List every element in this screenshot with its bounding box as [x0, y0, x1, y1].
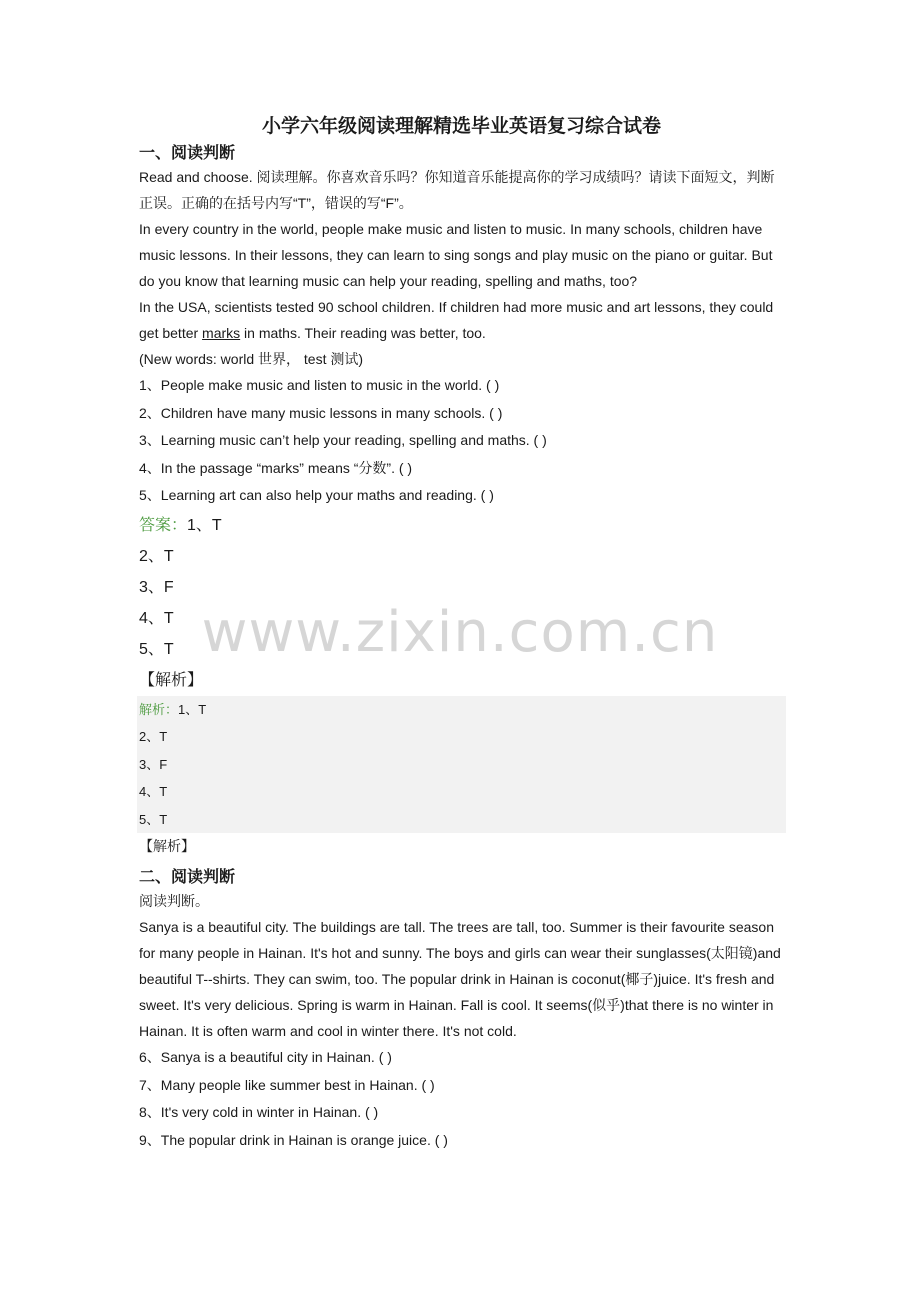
analysis-2: 2、T: [139, 729, 168, 744]
passage-p2-text-b: in maths. Their reading was better, too.: [240, 325, 486, 341]
analysis-box: [137, 696, 786, 834]
section-2-passage: Sanya is a beautiful city. The buildings are tall. The trees are tall, too. Summer is their favourite season for many people in Hainan. It's hot and sunny. The boys and girls can wear their sunglasses(太阳镜)and beautiful T--shirts. They can swim, too. The popular drink in Hainan is coconut(椰子)juice. It's fresh and sweet. It's very delicious. Spring is warm in Hainan. Fall is cool. It seems(似乎)that there is no winter in Hainan. It is often warm and cool in winter there. It's not cold.: [139, 919, 781, 1039]
answer-label: 答案：: [139, 516, 188, 534]
question-6: 6、Sanya is a beautiful city in Hainan. ( ): [139, 1049, 392, 1065]
question-5: 5、Learning art can also help your maths and reading. ( ): [139, 487, 494, 503]
section-1-passage-p2: [139, 294, 784, 346]
section-1-instructions: Read and choose. 阅读理解。你喜欢音乐吗？你知道音乐能提高你的学习成绩吗？请读下面短文，判断正误。正确的在括号内写“T”，错误的写“F”。: [139, 169, 775, 211]
question-8: 8、It's very cold in winter in Hainan. ( ): [139, 1104, 379, 1120]
jiexi-heading-2: 【解析】: [139, 838, 195, 854]
answer-line-1: [139, 510, 784, 541]
question-4: 4、In the passage “marks” means “分数”. ( ): [139, 459, 413, 476]
new-words-note: (New words: world 世界， test 测试): [139, 351, 364, 367]
section-1-passage-p1: In every country in the world, people make music and listen to music. In many schools, children have music lessons. In their lessons, they can learn to sing songs and play music on the piano or guitar. But do you know that learning music can help your reading, spelling and maths, too?: [139, 221, 773, 289]
passage-p2-text-a: In the USA, scientists tested 90 school children. If children had more music and art lessons, they could get better: [139, 299, 774, 341]
section-2-heading: 二、阅读判断: [139, 867, 236, 886]
question-2: 2、Children have many music lessons in many schools. ( ): [139, 404, 503, 421]
answer-3: 3、F: [139, 578, 174, 596]
watermark: www.zixin.com.cn: [201, 600, 719, 665]
answer-2: 2、T: [139, 547, 174, 565]
page-title: 小学六年级阅读理解精选毕业英语复习综合试卷: [261, 115, 661, 137]
analysis-3: 3、F: [139, 756, 168, 772]
question-1: 1、People make music and listen to music in the world. ( ): [139, 377, 500, 393]
answer-1: 1、T: [187, 516, 222, 534]
question-3: 3、Learning music can’t help your reading, spelling and maths. ( ): [139, 432, 547, 448]
section-2-instructions: 阅读判断。: [139, 893, 209, 909]
analysis-label: 解析：: [139, 701, 179, 717]
answer-4: 4、T: [139, 609, 174, 627]
question-7: 7、Many people like summer best in Hainan. ( ): [139, 1076, 435, 1093]
section-1-heading: 一、阅读判断: [139, 143, 236, 162]
answer-5: 5、T: [139, 640, 174, 658]
jiexi-heading: 【解析】: [139, 671, 204, 689]
question-9: 9、The popular drink in Hainan is orange juice. ( ): [139, 1131, 448, 1148]
underlined-word-marks: marks: [202, 325, 241, 341]
analysis-5: 5、T: [139, 811, 168, 827]
document-page: [139, 112, 784, 1154]
analysis-4: 4、T: [139, 784, 168, 799]
analysis-line-1: [139, 696, 784, 724]
analysis-1: 1、T: [178, 701, 207, 717]
